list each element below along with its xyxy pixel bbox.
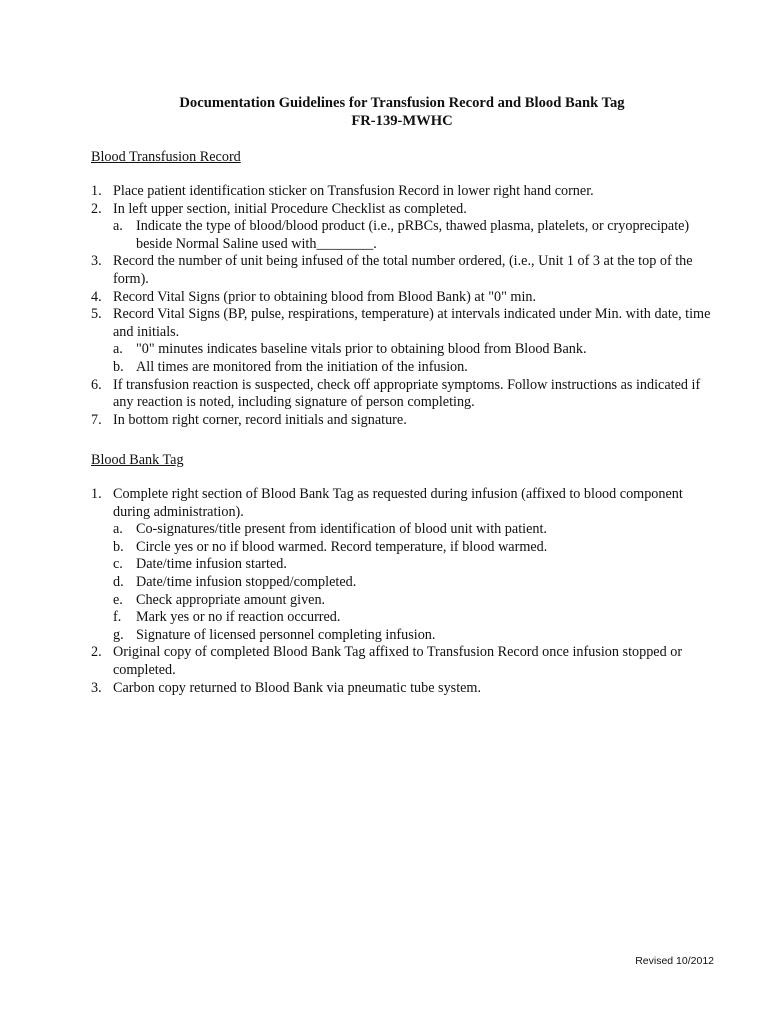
- item-text: Complete right section of Blood Bank Tag as requested during infusion (affixed to blood component during administration).: [113, 486, 683, 520]
- sub-list-item: [113, 521, 716, 539]
- sub-item-letter: a.: [113, 521, 123, 538]
- sub-item-text: Check appropriate amount given.: [136, 591, 326, 608]
- sub-item-letter: f.: [113, 609, 122, 626]
- sub-list-item: [113, 341, 716, 359]
- sub-list-item: [113, 556, 716, 574]
- item-number: 3.: [91, 253, 102, 270]
- list-item: [91, 289, 716, 307]
- item-text: Place patient identification sticker on Transfusion Record in lower right hand corner.: [113, 183, 594, 199]
- item-text: Record Vital Signs (prior to obtaining blood from Blood Bank) at "0" min.: [113, 288, 537, 305]
- item-text: If transfusion reaction is suspected, check off appropriate symptoms. Follow instructions as indicated if any reaction is noted, including signature of person completing.: [113, 376, 701, 411]
- item-text: Record the number of unit being infused of the total number ordered, (i.e., Unit 1 of 3 at the top of the form).: [113, 253, 693, 287]
- item-number: 2.: [91, 200, 102, 217]
- sub-item-letter: a.: [113, 341, 123, 358]
- sub-list-item: [113, 574, 716, 592]
- sub-list: [113, 218, 716, 253]
- list-item: [91, 377, 716, 412]
- revision-date: Revised 10/2012: [635, 955, 714, 967]
- item-text: In left upper section, initial Procedure Checklist as completed.: [113, 200, 467, 217]
- sub-item-text: Co-signatures/title present from identification of blood unit with patient.: [136, 521, 547, 538]
- item-text: Original copy of completed Blood Bank Tag affixed to Transfusion Record once infusion stopped or completed.: [113, 644, 683, 678]
- sub-list: [113, 521, 716, 644]
- title-block: [0, 94, 770, 130]
- transfusion-record-list: [91, 183, 716, 429]
- sub-item-letter: d.: [113, 573, 124, 590]
- list-item: [91, 253, 716, 288]
- list-item: [91, 486, 716, 644]
- item-number: 5.: [91, 306, 102, 323]
- section-heading-blood-bank-tag: Blood Bank Tag: [91, 452, 184, 468]
- sub-list-item: [113, 592, 716, 610]
- sub-list: [113, 341, 716, 376]
- item-number: 4.: [91, 288, 102, 305]
- sub-list-item: [113, 539, 716, 557]
- sub-item-letter: c.: [113, 556, 123, 573]
- sub-list-item: [113, 627, 716, 645]
- sub-item-text: Date/time infusion stopped/completed.: [136, 573, 357, 590]
- list-item: [91, 644, 716, 679]
- sub-item-text: All times are monitored from the initiation of the infusion.: [136, 358, 468, 375]
- sub-item-text: Signature of licensed personnel completing infusion.: [136, 626, 436, 643]
- list-item: [91, 183, 716, 201]
- sub-item-letter: b.: [113, 358, 124, 375]
- item-text: In bottom right corner, record initials and signature.: [113, 411, 407, 428]
- sub-list-item: [113, 218, 716, 253]
- sub-item-text: Date/time infusion started.: [136, 556, 287, 573]
- sub-item-letter: e.: [113, 591, 123, 608]
- item-number: 6.: [91, 376, 102, 393]
- form-number: FR-139-MWHC: [351, 113, 453, 129]
- item-number: 2.: [91, 644, 102, 661]
- blood-bank-tag-list: [91, 486, 716, 697]
- item-text: Record Vital Signs (BP, pulse, respirations, temperature) at intervals indicated under Min. with date, time and initials.: [113, 306, 711, 340]
- sub-item-text: Mark yes or no if reaction occurred.: [136, 609, 341, 626]
- sub-list-item: [113, 609, 716, 627]
- sub-item-letter: a.: [113, 218, 123, 235]
- section-heading-transfusion-record: Blood Transfusion Record: [91, 149, 241, 165]
- list-item: [91, 306, 716, 376]
- sub-item-text: "0" minutes indicates baseline vitals prior to obtaining blood from Blood Bank.: [136, 341, 587, 358]
- list-item: [91, 412, 716, 430]
- sub-item-text: Circle yes or no if blood warmed. Record temperature, if blood warmed.: [136, 538, 548, 555]
- sub-item-letter: g.: [113, 626, 124, 643]
- list-item: [91, 680, 716, 698]
- item-number: 1.: [91, 486, 102, 502]
- sub-list-item: [113, 359, 716, 377]
- sub-item-letter: b.: [113, 538, 124, 555]
- sub-item-text: Indicate the type of blood/blood product (i.e., pRBCs, thawed plasma, platelets, or cryoprecipate) beside Normal Saline used with________.: [136, 218, 690, 252]
- item-number: 3.: [91, 679, 102, 696]
- item-number: 7.: [91, 411, 102, 428]
- item-text: Carbon copy returned to Blood Bank via pneumatic tube system.: [113, 679, 482, 696]
- item-number: 1.: [91, 183, 102, 199]
- list-item: [91, 201, 716, 254]
- document-title: Documentation Guidelines for Transfusion Record and Blood Bank Tag: [179, 95, 625, 111]
